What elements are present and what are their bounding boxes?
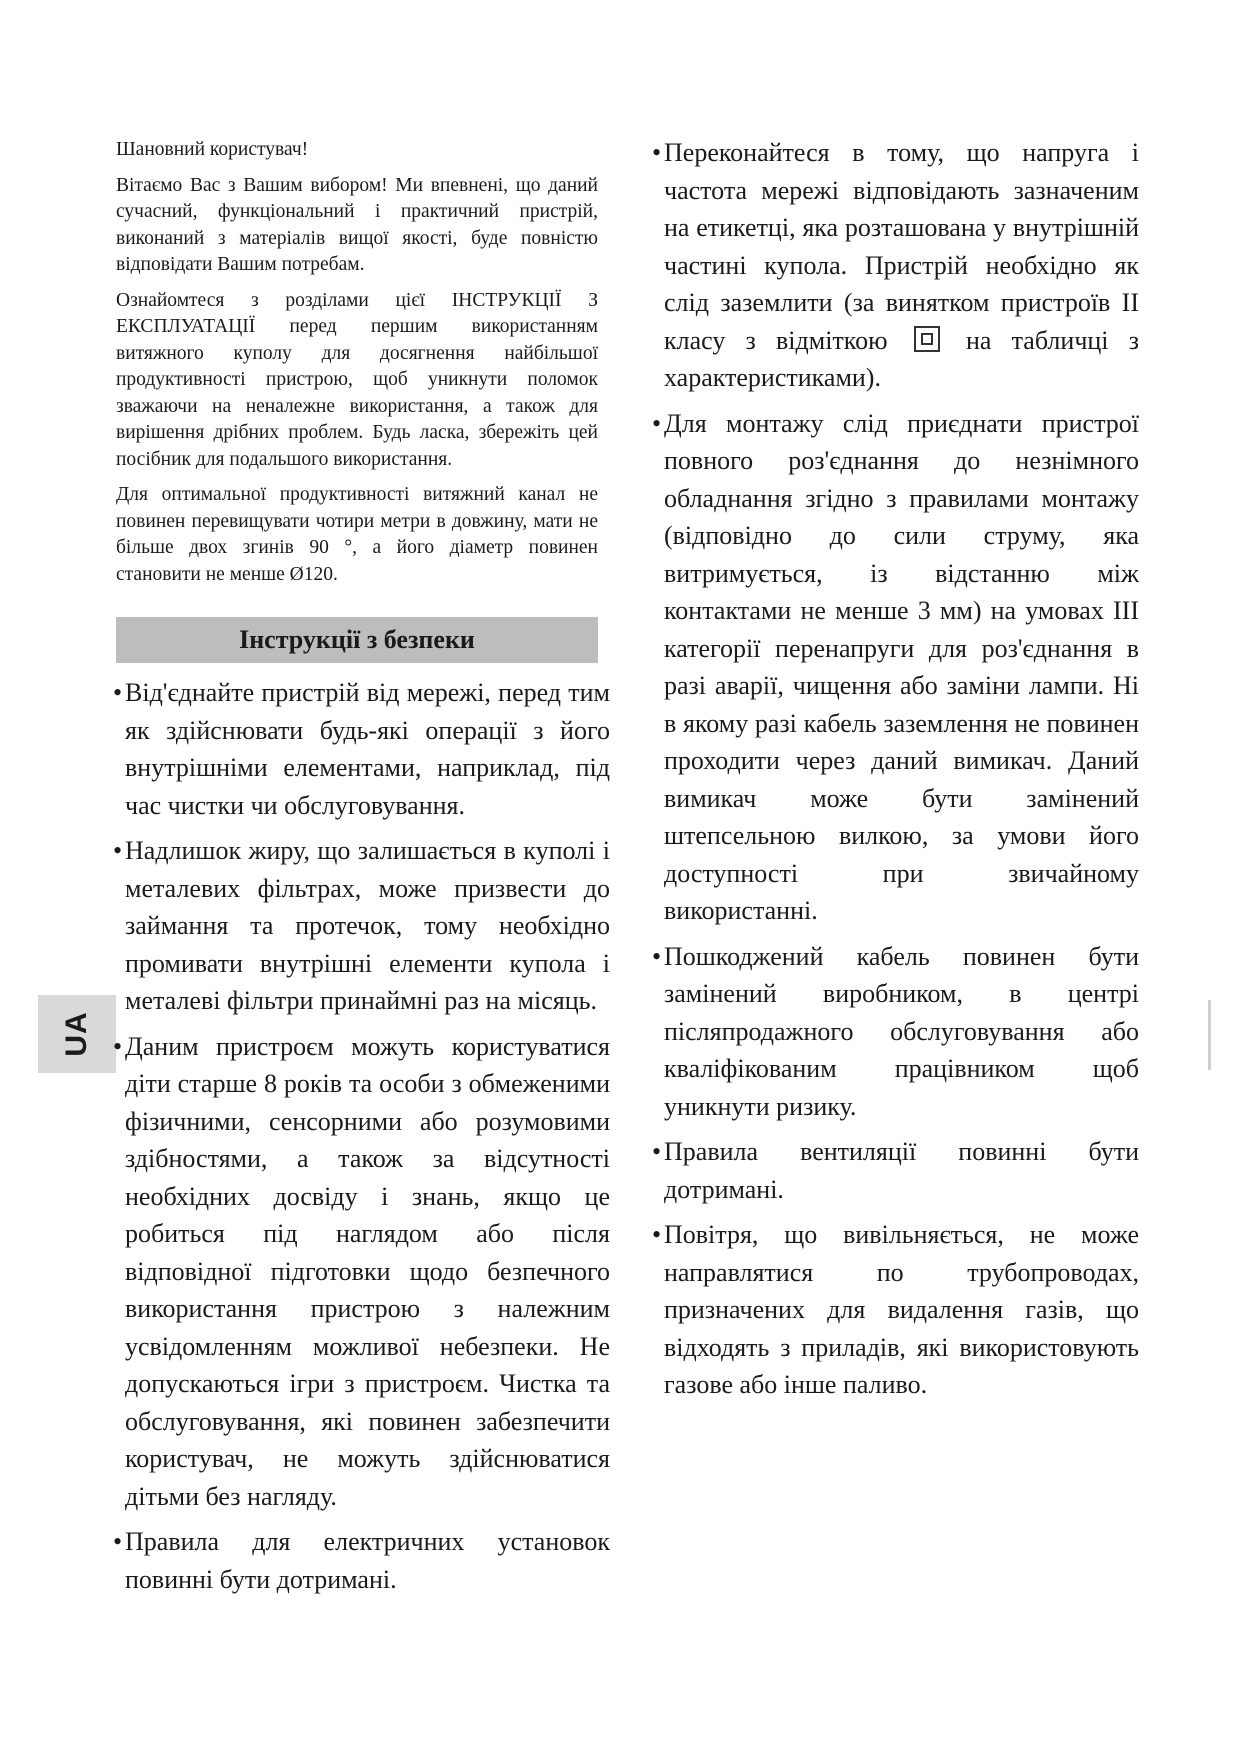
list-item xyxy=(652,1133,1139,1208)
intro-section xyxy=(116,137,598,597)
list-item xyxy=(652,938,1139,1126)
bullet-icon: • xyxy=(652,1137,662,1166)
list-item-text: Повітря, що вивільняється, не може направлятися по трубопроводах, призначених для видалення газів, що відходять з приладів, які використовують газове або інше паливо. xyxy=(664,1220,1139,1399)
bullet-icon: • xyxy=(113,836,123,865)
bullet-icon: • xyxy=(652,1220,662,1249)
safety-list-left xyxy=(113,674,610,1606)
intro-paragraph: Ознайомтеся з розділами цієї ІНСТРУКЦІЇ З ЕКСПЛУАТАЦІЇ перед першим використанням витяжного куполу для досягнення найбільшої продуктивності пристрою, щоб уникнути поломок зважаючи на неналежне використання, а також для вирішення дрібних проблем. Будь ласка, збережіть цей посібник для подальшого використання. xyxy=(116,289,598,470)
intro-paragraph: Для оптимальної продуктивності витяжний канал не повинен перевищувати чотири метри в довжину, мати не більше двох згинів 90 °, а його діаметр повинен становити не менше Ø120. xyxy=(116,484,598,585)
section-title: Інструкції з безпеки xyxy=(239,625,475,654)
list-item-text: Правила вентиляції повинні бути дотримані. xyxy=(664,1137,1139,1204)
class-ii-double-square-icon xyxy=(914,326,940,352)
list-item xyxy=(113,1523,610,1598)
safety-list-right xyxy=(652,134,1140,1412)
bullet-icon: • xyxy=(113,1527,123,1556)
page-edge-mark xyxy=(1208,1000,1211,1070)
list-item xyxy=(652,134,1140,397)
list-item xyxy=(652,405,1139,930)
intro-paragraph: Вітаємо Вас з Вашим вибором! Ми впевнені, що даний сучасний, функціональний і практичний пристрій, виконаний з матеріалів вищої якості, буде повністю відповідати Вашим потребам. xyxy=(116,174,598,275)
bullet-icon: • xyxy=(113,1031,123,1061)
section-heading-bar xyxy=(116,617,598,663)
list-item-text: Для монтажу слід приєднати пристрої повного роз'єднання до незнімного обладнання згідно з правилами монтажу (відповідно до сили струму, яка витримується, із відстанню між контактами не менше 3 мм) на умовах III категорії перенапруги для роз'єднання в разі аварії, чищення або заміни лампи. Ні в якому разі кабель заземлення не повинен проходити через даний вимикач. Даний вимикач може бути замінений штепсельною вилкою, за умови його доступності при звичайному використанні. xyxy=(664,408,1139,925)
bullet-icon: • xyxy=(113,678,123,707)
bullet-icon: • xyxy=(652,138,662,167)
list-item-text: Правила для електричних установок повинні бути дотримані. xyxy=(125,1527,610,1594)
list-item-text: Переконайтеся в тому, що напруга і частота мережі відповідають зазначеним на етикетці, яка розташована у внутрішній частині купола. Пристрій необхідно як слід заземлити (за винятком пристроїв II класу з відміткою xyxy=(664,138,1139,355)
bullet-icon: • xyxy=(652,941,662,971)
list-item xyxy=(652,1216,1139,1404)
list-item xyxy=(113,1028,610,1516)
list-item-text: Даним пристроєм можуть користуватися діти старше 8 років та особи з обмеженими фізичними, сенсорними або розумовими здібностями, а також за відсутності необхідних досвіду і знань, якщо це робиться під наглядом або після відповідної підготовки щодо безпечного використання пристрою з належним усвідомленням можливої небезпеки. Не допускаються ігри з пристроєм. Чистка та обслуговування, які повинен забезпечити користувач, не можуть здійснюватися дітьми без нагляду. xyxy=(125,1031,610,1511)
list-item-text: Пошкоджений кабель повинен бути замінений виробником, в центрі післяпродажного обслуговування або кваліфікованим працівником щоб уникнути ризику. xyxy=(664,941,1139,1121)
list-item-text: на табличці з характеристиками). xyxy=(664,325,1140,392)
list-item xyxy=(113,832,610,1020)
list-item-text: Від'єднайте пристрій від мережі, перед тим як здійснювати будь-які операції з його внутрішніми елементами, наприклад, під час чистки чи обслуговування. xyxy=(125,678,610,820)
greeting: Шановний користувач! xyxy=(116,139,309,160)
list-item xyxy=(113,674,610,824)
language-tab-label: UA xyxy=(60,1011,93,1057)
language-tab xyxy=(38,995,116,1073)
bullet-icon: • xyxy=(652,408,662,438)
list-item-text: Надлишок жиру, що залишається в куполі і металевих фільтрах, може призвести до займання та протечок, тому необхідно промивати внутрішні елементи купола і металеві фільтри принаймні раз на місяць. xyxy=(125,836,610,1015)
